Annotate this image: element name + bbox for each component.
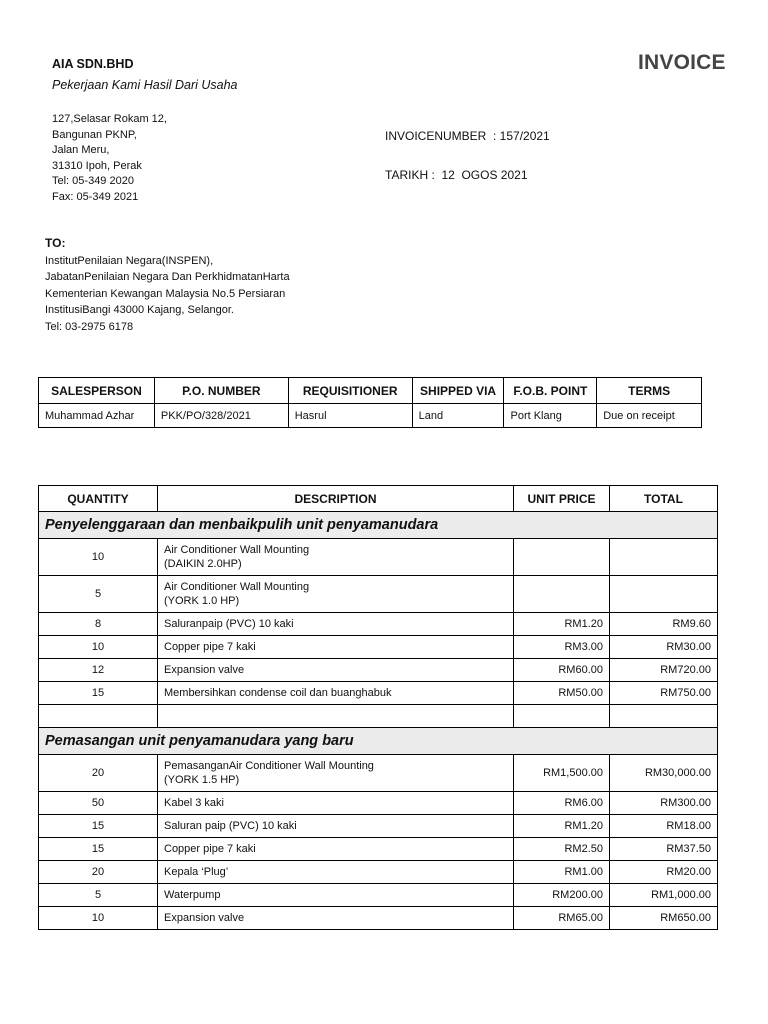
unit-price-cell: RM1.20 — [514, 815, 610, 838]
unit-price-cell — [514, 539, 610, 576]
description-cell — [158, 861, 514, 884]
quantity-cell: 10 — [39, 636, 158, 659]
terms-value: Due on receipt — [597, 404, 702, 428]
description-line: Expansion valve — [164, 912, 245, 924]
section-title: Penyelenggaraan dan menbaikpulih unit penyamanudara — [39, 512, 718, 539]
description-cell — [158, 682, 514, 705]
description-cell — [158, 792, 514, 815]
invoice-number: INVOICENUMBER : 157/2021 — [385, 129, 550, 143]
section-row — [39, 512, 718, 539]
description-cell — [158, 705, 514, 728]
unit-price-cell: RM50.00 — [514, 682, 610, 705]
description-cell — [158, 539, 514, 576]
recipient-address — [45, 253, 290, 335]
description-line: Air Conditioner Wall Mounting — [164, 544, 310, 556]
company-tagline: Pekerjaan Kami Hasil Dari Usaha — [52, 78, 238, 92]
company-address — [52, 112, 167, 206]
unit-price-cell — [514, 705, 610, 728]
description-cell — [158, 636, 514, 659]
header-unit-price: UNIT PRICE — [514, 486, 610, 512]
table-row — [39, 815, 718, 838]
description-line: (YORK 1.5 HP) — [164, 774, 240, 786]
description-line: Copper pipe 7 kaki — [164, 641, 256, 653]
quantity-cell: 50 — [39, 792, 158, 815]
description-line: Air Conditioner Wall Mounting — [164, 581, 310, 593]
header-requisitioner: REQUISITIONER — [288, 378, 412, 404]
company-fax: Fax: 05-349 2021 — [52, 190, 139, 203]
quantity-cell: 8 — [39, 613, 158, 636]
header-po-number: P.O. NUMBER — [154, 378, 288, 404]
quantity-cell: 20 — [39, 755, 158, 792]
quantity-cell: 10 — [39, 907, 158, 930]
description-line: PemasanganAir Conditioner Wall Mounting — [164, 760, 374, 772]
table-row — [39, 792, 718, 815]
description-line: Copper pipe 7 kaki — [164, 843, 256, 855]
description-cell — [158, 755, 514, 792]
description-cell — [158, 907, 514, 930]
unit-price-cell: RM1,500.00 — [514, 755, 610, 792]
recipient-line: Kementerian Kewangan Malaysia No.5 Persiaran — [45, 287, 286, 300]
description-cell — [158, 815, 514, 838]
recipient-line: InstitusiBangi 43000 Kajang, Selangor. — [45, 304, 234, 317]
description-cell — [158, 838, 514, 861]
total-cell: RM1,000.00 — [610, 884, 718, 907]
unit-price-cell — [514, 576, 610, 613]
requisitioner-value: Hasrul — [288, 404, 412, 428]
description-line: Saluran paip (PVC) 10 kaki — [164, 820, 297, 832]
description-cell — [158, 576, 514, 613]
address-line: Bangunan PKNP, — [52, 128, 137, 141]
header-total: TOTAL — [610, 486, 718, 512]
address-line: 31310 Ipoh, Perak — [52, 159, 142, 172]
quantity-cell: 15 — [39, 815, 158, 838]
table-row — [39, 613, 718, 636]
header-fob-point: F.O.B. POINT — [504, 378, 597, 404]
unit-price-cell: RM6.00 — [514, 792, 610, 815]
table-row — [39, 682, 718, 705]
info-header-row — [39, 378, 702, 404]
address-line: 127,Selasar Rokam 12, — [52, 113, 167, 125]
description-line: Expansion valve — [164, 664, 245, 676]
total-cell: RM18.00 — [610, 815, 718, 838]
items-header-row — [39, 486, 718, 512]
table-row — [39, 576, 718, 613]
company-name: AIA SDN.BHD — [52, 57, 134, 71]
salesperson-value: Muhammad Azhar — [39, 404, 155, 428]
quantity-cell: 15 — [39, 682, 158, 705]
total-cell: RM300.00 — [610, 792, 718, 815]
header-shipped-via: SHIPPED VIA — [412, 378, 504, 404]
quantity-cell: 20 — [39, 861, 158, 884]
table-row — [39, 636, 718, 659]
invoice-date: TARIKH : 12 OGOS 2021 — [385, 168, 528, 182]
info-value-row — [39, 404, 702, 428]
description-line: (DAIKIN 2.0HP) — [164, 558, 242, 570]
header-terms: TERMS — [597, 378, 702, 404]
unit-price-cell: RM65.00 — [514, 907, 610, 930]
total-cell: RM720.00 — [610, 659, 718, 682]
unit-price-cell: RM1.20 — [514, 613, 610, 636]
recipient-line: InstitutPenilaian Negara(INSPEN), — [45, 255, 214, 267]
description-line: Waterpump — [164, 889, 221, 901]
company-tel: Tel: 05-349 2020 — [52, 175, 134, 188]
invoice-title: INVOICE — [638, 51, 726, 74]
total-cell: RM30,000.00 — [610, 755, 718, 792]
description-cell — [158, 613, 514, 636]
table-row — [39, 539, 718, 576]
table-row — [39, 861, 718, 884]
description-cell — [158, 884, 514, 907]
header-quantity: QUANTITY — [39, 486, 158, 512]
total-cell — [610, 705, 718, 728]
description-line: (YORK 1.0 HP) — [164, 595, 240, 607]
table-row — [39, 705, 718, 728]
quantity-cell: 5 — [39, 576, 158, 613]
description-line: Kepala ‘Plug’ — [164, 866, 229, 878]
unit-price-cell: RM2.50 — [514, 838, 610, 861]
table-row — [39, 838, 718, 861]
section-row — [39, 728, 718, 755]
unit-price-cell: RM3.00 — [514, 636, 610, 659]
total-cell — [610, 539, 718, 576]
description-line: Saluranpaip (PVC) 10 kaki — [164, 618, 294, 630]
total-cell — [610, 576, 718, 613]
table-row — [39, 907, 718, 930]
quantity-cell: 5 — [39, 884, 158, 907]
line-items-table — [38, 485, 718, 930]
fob-point-value: Port Klang — [504, 404, 597, 428]
address-line: Jalan Meru, — [52, 144, 110, 157]
table-row — [39, 659, 718, 682]
to-label: TO: — [45, 236, 66, 250]
recipient-tel: Tel: 03-2975 6178 — [45, 320, 134, 333]
total-cell: RM9.60 — [610, 613, 718, 636]
unit-price-cell: RM1.00 — [514, 861, 610, 884]
total-cell: RM37.50 — [610, 838, 718, 861]
total-cell: RM30.00 — [610, 636, 718, 659]
total-cell: RM750.00 — [610, 682, 718, 705]
quantity-cell: 12 — [39, 659, 158, 682]
po-number-value: PKK/PO/328/2021 — [154, 404, 288, 428]
order-info-table — [38, 377, 702, 428]
total-cell: RM20.00 — [610, 861, 718, 884]
header-salesperson: SALESPERSON — [39, 378, 155, 404]
shipped-via-value: Land — [412, 404, 504, 428]
description-cell — [158, 659, 514, 682]
quantity-cell — [39, 705, 158, 728]
recipient-line: JabatanPenilaian Negara Dan PerkhidmatanHarta — [45, 271, 290, 284]
unit-price-cell: RM60.00 — [514, 659, 610, 682]
section-title: Pemasangan unit penyamanudara yang baru — [39, 728, 718, 755]
description-line: Membersihkan condense coil dan buanghabuk — [164, 687, 392, 699]
unit-price-cell: RM200.00 — [514, 884, 610, 907]
total-cell: RM650.00 — [610, 907, 718, 930]
quantity-cell: 15 — [39, 838, 158, 861]
quantity-cell: 10 — [39, 539, 158, 576]
table-row — [39, 755, 718, 792]
description-line: Kabel 3 kaki — [164, 797, 224, 809]
table-row — [39, 884, 718, 907]
header-description: DESCRIPTION — [158, 486, 514, 512]
